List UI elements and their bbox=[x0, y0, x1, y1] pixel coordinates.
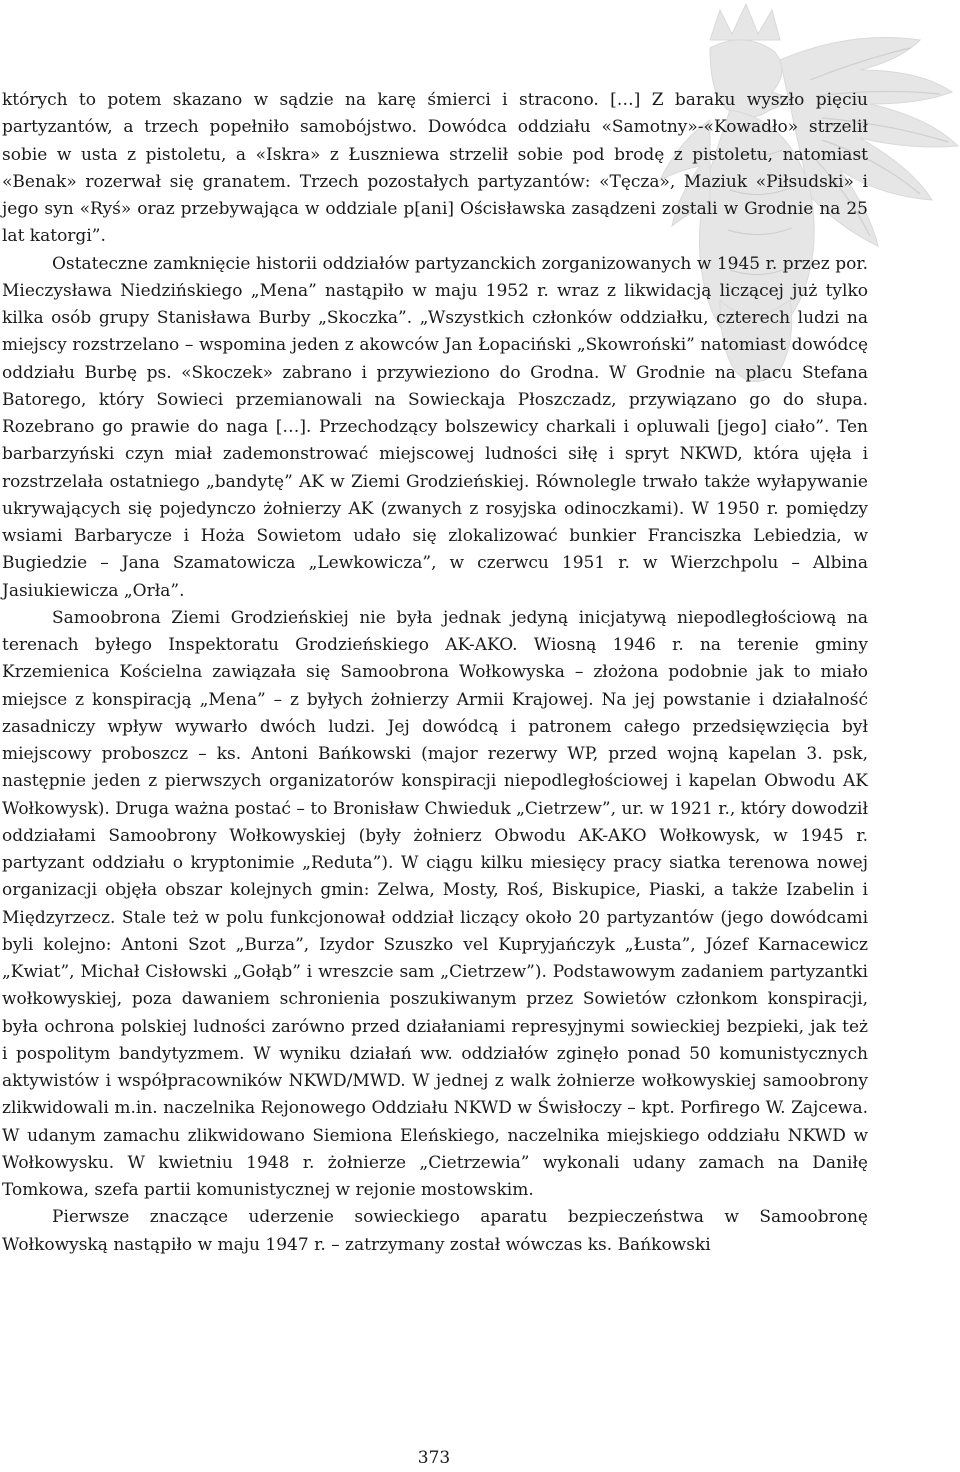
paragraph: Samoobrona Ziemi Grodzieńskiej nie była jednak jedyną inicjatywą niepodległościową na terenach byłego Inspektoratu Grodzieńskiego AK-AKO. Wiosną 1946 r. na terenie gminy Krzemienica Kościelna zawiązała się Samoobrona Wołkowyska – złożona podobnie jak to miało miejsce z konspiracją „Mena” – z byłych żołnierzy Armii Krajowej. Na jej powstanie i działalność zasadniczy wpływ wywarło dwóch ludzi. Jej dowódcą i patronem całego przedsięwzięcia był miejscowy proboszcz – ks. Antoni Bańkowski (major rezerwy WP, przed wojną kapelan 3. psk, następnie jeden z pierwszych organizatorów konspiracji niepodległościowej i kapelan Obwodu AK Wołkowysk). Druga ważna postać – to Bronisław Chwieduk „Cietrzew”, ur. w 1921 r., który dowodził oddziałami Samoobrony Wołkowyskiej (były żołnierz Obwodu AK-AKO Wołkowysk, w 1945 r. partyzant oddziału o kryptonimie „Reduta”). W ciągu kilku miesięcy pracy siatka terenowa nowej organizacji objęła obszar kolejnych gmin: Zelwa, Mosty, Roś, Biskupice, Piaski, a także Izabelin i Międzyrzecz. Stale też w polu funkcjonował oddział liczący około 20 partyzantów (jego dowódcami byli kolejno: Antoni Szot „Burza”, Izydor Szuszko vel Kupryjańczyk „Łusta”, Józef Karnacewicz „Kwiat”, Michał Cisłowski „Gołąb” i wreszcie sam „Cietrzew”). Podstawowym zadaniem partyzantki wołkowyskiej, poza dawaniem schronienia poszukiwanym przez Sowietów członkom konspiracji, była ochrona polskiej ludności zarówno przed działaniami represyjnymi sowieckiej bezpieki, jak też i pospolitym bandytyzmem. W wyniku działań ww. oddziałów zginęło ponad 50 komunistycznych aktywistów i współpracowników NKWD/MWD. W jednej z walk żołnierze wołkowyskiej samoobrony zlikwidowali m.in. naczelnika Rejonowego Oddziału NKWD w Świsłoczy – kpt. Porfirego W. Zajcewa. W udanym zamachu zlikwidowano Siemiona Eleńskiego, naczelnika miejskiego oddziału NKWD w Wołkowysku. W kwietniu 1948 r. żołnierze „Cietrzewia” wykonali udany zamach na Daniłę Tomkowa, szefa partii komunistycznej w rejonie mostowskim. bbox=[2, 607, 868, 1200]
page-number: 373 bbox=[417, 1448, 451, 1468]
paragraph: Pierwsze znaczące uderzenie sowieckiego aparatu bezpieczeństwa w Samoobronę Wołkowyską nastąpiło w maju 1947 r. – zatrzymany został wówczas ks. Bańkowski bbox=[2, 1207, 868, 1255]
body-text bbox=[2, 87, 868, 1259]
paragraph: których to potem skazano w sądzie na karę śmierci i stracono. […] Z baraku wyszło pięciu partyzantów, a trzech popełniło samobójstwo. Dowódca oddziału «Samotny»-«Kowadło» strzelił sobie w usta z pistoletu, a «Iskra» z Łuszniewa strzelił sobie pod brodę z pistoletu, natomiast «Benak» rozerwał się granatem. Trzech pozostałych partyzantów: «Tęcza», Maziuk «Piłsudski» i jego syn «Ryś» oraz przebywająca w oddziale p[ani] Ościsławska zasądzeni zostali w Grodnie na 25 lat katorgi”. bbox=[2, 90, 868, 247]
paragraph: Ostateczne zamknięcie historii oddziałów partyzanckich zorganizowanych w 1945 r. przez por. Mieczysława Niedzińskiego „Mena” nastąpiło w maju 1952 r. wraz z likwidacją liczącej już tylko kilka osób grupy Stanisława Burby „Skoczka”. „Wszystkich członków oddziałku, czterech ludzi na miejscy rozstrzelano – wspomina jeden z akowców Jan Łopaciński „Skowroński” natomiast dowódcę oddziału Burbę ps. «Skoczek» zabrano i przywieziono do Grodna. W Grodnie na placu Stefana Batorego, który Sowieci przemianowali na Sowieckaja Płoszczadz, przywiązano go do słupa. Rozebrano go prawie do naga […]. Przechodzący bolszewicy charkali i opluwali [jego] ciało”. Ten barbarzyński czyn miał zademonstrować miejscowej ludności siłę i spryt NKWD, która ujęła i rozstrzelała ostatniego „bandytę” AK w Ziemi Grodzieńskiej. Równolegle trwało także wyłapywanie ukrywających się pojedynczo żołnierzy AK (zwanych z rosyjska odinoczkami). W 1950 r. pomiędzy wsiami Barbarycze i Hoża Sowietom udało się zlokalizować bunkier Franciszka Lebiedzia, w Bugiedzie – Jana Szamatowicza „Lewkowicza”, w czerwcu 1951 r. w Wierzchpolu – Albina Jasiukiewicza „Orła”. bbox=[2, 253, 868, 601]
